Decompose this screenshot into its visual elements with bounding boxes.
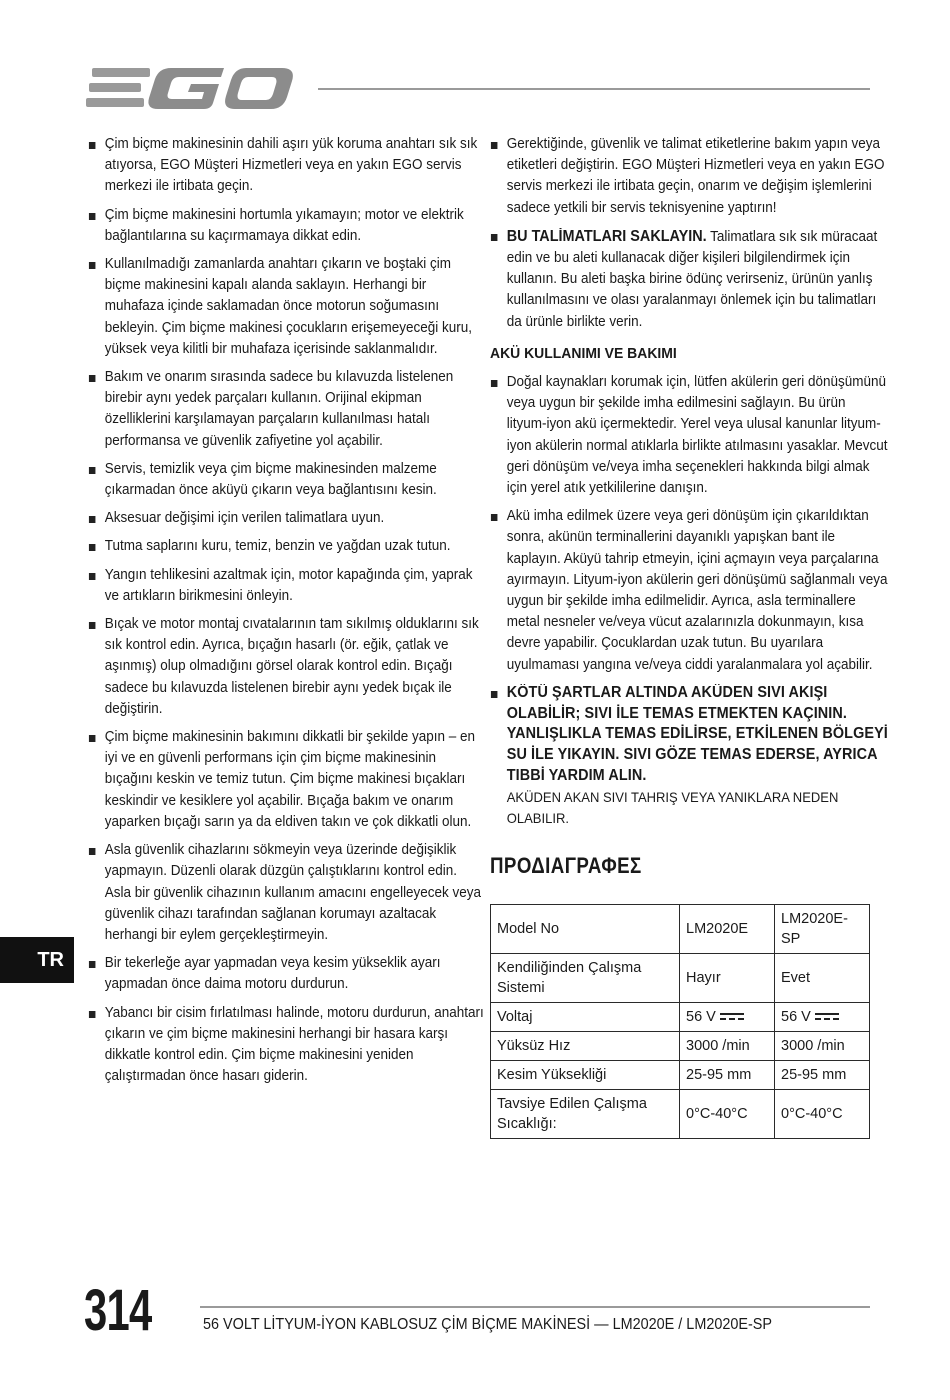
table-cell: Voltaj xyxy=(491,1003,680,1032)
table-row xyxy=(491,1061,870,1090)
left-column xyxy=(88,134,484,1094)
dc-current-icon xyxy=(720,1012,744,1022)
ego-logo xyxy=(86,64,298,112)
list-item: Asla güvenlik cihazlarını sökmeyin veya üzerinde değişiklik yapmayın. Düzenli olarak düzgün çalıştıklarını kontrol edin. Asla bir güvenlik cihazının kullanım amacını engelleyecek veya güvenlik cihazı tarafından sağlanan korumayı azaltacak herhangi bir eylem gerçekleştirmeyin. xyxy=(88,840,485,946)
table-row xyxy=(491,954,870,1003)
table-cell: Kesim Yüksekliği xyxy=(491,1061,680,1090)
table-cell: 25-95 mm xyxy=(680,1061,775,1090)
list-item: Gerektiğinde, güvenlik ve talimat etiketlerine bakım yapın veya etiketleri değiştirin. EGO Müşteri Hizmetleri veya en yakın EGO servis merkezi ile irtibata geçin, onarım ve değişim işlemlerini sadece yetkili bir servis teknisyenine yaptırın! xyxy=(490,134,889,219)
list-item: Bir tekerleğe ayar yapmadan veya kesim yükseklik ayarı yapmadan önce daima motoru durdurun. xyxy=(88,953,485,995)
right-column xyxy=(490,134,888,1139)
list-item: Doğal kaynakları korumak için, lütfen akülerin geri dönüşümünü veya uygun bir şekilde imha edilmesini sağlayın. Bu ürün lityum-iyon akü içermektedir. Yerel veya ulusal kanunlar lityum-iyon akülerin normal atıklarla birlikte atılmasını yasaklar. Mevcut geri dönüşüm ve/veya imha seçenekleri hakkında bilgi almak için yerel atık yetkililerine danışın. xyxy=(490,372,889,499)
list-item: Yangın tehlikesini azaltmak için, motor kapağında çim, yaprak ve artıkların birikmesini önleyin. xyxy=(88,565,485,607)
list-item: Tutma saplarını kuru, temiz, benzin ve yağdan uzak tutun. xyxy=(88,536,485,557)
table-cell: Model No xyxy=(491,905,680,954)
dc-current-icon xyxy=(815,1012,839,1022)
leak-warning: KÖTÜ ŞARTLAR ALTINDA AKÜDEN SIVI AKIŞI OLABİLİR; SIVI İLE TEMAS ETMEKTEN KAÇININ. YANLIŞLIKLA TEMAS EDİLİRSE, ETKİLENEN BÖLGEYİ SU İLE YIKAYIN. SIVI GÖZE TEMAS EDERSE, AYRICA TIBBİ YARDIM ALIN. xyxy=(506,683,888,785)
voltage-value: 56 V xyxy=(781,1009,811,1026)
table-cell: Tavsiye Edilen Çalışma Sıcaklığı: xyxy=(491,1090,680,1139)
table-cell: 25-95 mm xyxy=(775,1061,870,1090)
voltage-value: 56 V xyxy=(686,1009,716,1026)
table-row xyxy=(491,1032,870,1061)
table-row xyxy=(491,1090,870,1139)
save-instructions-lead: BU TALİMATLARI SAKLAYIN. xyxy=(506,227,707,245)
table-cell xyxy=(775,1003,870,1032)
footer-rule xyxy=(200,1306,870,1308)
list-item xyxy=(490,683,889,829)
footer-title: 56 VOLT LİTYUM-İYON KABLOSUZ ÇİM BİÇME MAKİNESİ — LM2020E / LM2020E-SP xyxy=(203,1316,773,1333)
list-item: Çim biçme makinesinin dahili aşırı yük koruma anahtarı sık sık atıyorsa, EGO Müşteri Hizmetleri veya en yakın EGO servis merkezi ile irtibata geçin. xyxy=(88,134,485,198)
list-item: Servis, temizlik veya çim biçme makinesinden malzeme çıkarmadan önce aküyü çıkarın veya bağlantısını kesin. xyxy=(88,459,485,501)
list-item: Aksesuar değişimi için verilen talimatlara uyun. xyxy=(88,508,485,529)
specs-table xyxy=(490,904,870,1139)
save-instructions-body: Talimatlara sık sık müracaat edin ve bu aleti kullanacak diğer kişileri bilgilendirmek için kullanın. Bu aleti başka birine ödünç verirseniz, ürünün yanlış kullanılmasını ve olası yaralanmayı önlemek için bu talimatları da ürünle birlikte verin. xyxy=(506,228,878,330)
table-cell: 3000 /min xyxy=(680,1032,775,1061)
leak-note: AKÜDEN AKAN SIVI TAHRIŞ VEYA YANIKLARA NEDEN OLABILIR. xyxy=(506,788,839,826)
list-item: Çim biçme makinesini hortumla yıkamayın; motor ve elektrik bağlantılarına su kaçırmamaya dikkat edin. xyxy=(88,205,485,247)
page-number: 314 xyxy=(84,1278,152,1343)
table-header-row xyxy=(491,905,870,954)
table-cell xyxy=(680,1003,775,1032)
specs-title: ΠΡΟΔΙΑΓΡΑΦΕΣ xyxy=(490,852,642,878)
header-rule xyxy=(318,88,870,90)
table-cell: 3000 /min xyxy=(775,1032,870,1061)
table-row xyxy=(491,1003,870,1032)
battery-section-heading: AKÜ KULLANIMI VE BAKIMI xyxy=(490,344,677,362)
list-item xyxy=(490,226,889,333)
language-tab: TR xyxy=(0,937,74,983)
list-item: Kullanılmadığı zamanlarda anahtarı çıkarın ve boştaki çim biçme makinesini kapalı alanda saklayın. Herhangi bir muhafaza içinde saklamadan önce motorun soğumasını bekleyin. Çim biçme makinesi çocukların erişemeyeceği kuru, yüksek veya kilitli bir muhafaza içerisinde saklanmalıdır. xyxy=(88,254,485,360)
table-cell: LM2020E xyxy=(680,905,775,954)
list-item: Akü imha edilmek üzere veya geri dönüşüm için çıkarıldıktan sonra, akünün terminallerini dayanıklı yapışkan bant ile kaplayın. Aküyü tahrip etmeyin, içini açmayın veya parçalarına ayırmayın. Lityum-iyon akülerin geri dönüşümü sağlanmalı veya uygun bir şekilde imha edilmelidir. Ayrıca, asla terminallere metal nesneler ve/veya vücut azalarınızla dokunmayın, kısa devre yapabilir. Çocuklardan uzak tutun. Bu uyarılara uyulmaması yangına ve/veya ciddi yaralanmalara yol açabilir. xyxy=(490,506,889,676)
table-cell: Evet xyxy=(775,954,870,1003)
table-cell: 0°C-40°C xyxy=(680,1090,775,1139)
list-item: Çim biçme makinesinin bakımını dikkatli bir şekilde yapın – en iyi ve en güvenli performans için çim biçme makinesinin bıçağını keskin ve temiz tutun. Çim biçme makinesi bıçakları keskindir ve kesiklere yol açabilir. Bıçağa bakım ve onarım yaparken bıçağı sarın ya da eldiven takın ve çok dikkatli olun. xyxy=(88,727,485,833)
list-item: Yabancı bir cisim fırlatılması halinde, motoru durdurun, anahtarı çıkarın ve çim biçme makinesini herhangi bir hasara karşı dikkatle kontrol edin. Çim biçme makinesini yeniden çalıştırmadan önce hasarı giderin. xyxy=(88,1003,485,1088)
list-item: Bakım ve onarım sırasında sadece bu kılavuzda listelenen birebir aynı yedek parçaları kullanın. Orijinal ekipman özelliklerini karşılamayan parçaların kullanılması hatalı performansa ve güvenlik zafiyetine yol açabilir. xyxy=(88,367,485,452)
table-cell: Kendiliğinden Çalışma Sistemi xyxy=(491,954,680,1003)
table-cell: 0°C-40°C xyxy=(775,1090,870,1139)
table-cell: Hayır xyxy=(680,954,775,1003)
table-cell: LM2020E-SP xyxy=(775,905,870,954)
table-cell: Yüksüz Hız xyxy=(491,1032,680,1061)
list-item: Bıçak ve motor montaj cıvatalarının tam sıkılmış olduklarını sık sık kontrol edin. Ayrıca, bıçağın hasarlı (ör. eğik, çatlak ve aşınmış) olup olmadığını görsel olarak kontrol edin. Bıçağı sadece bu kılavuzda listelenen birebir aynı yedek bıçak ile değiştirin. xyxy=(88,614,485,720)
